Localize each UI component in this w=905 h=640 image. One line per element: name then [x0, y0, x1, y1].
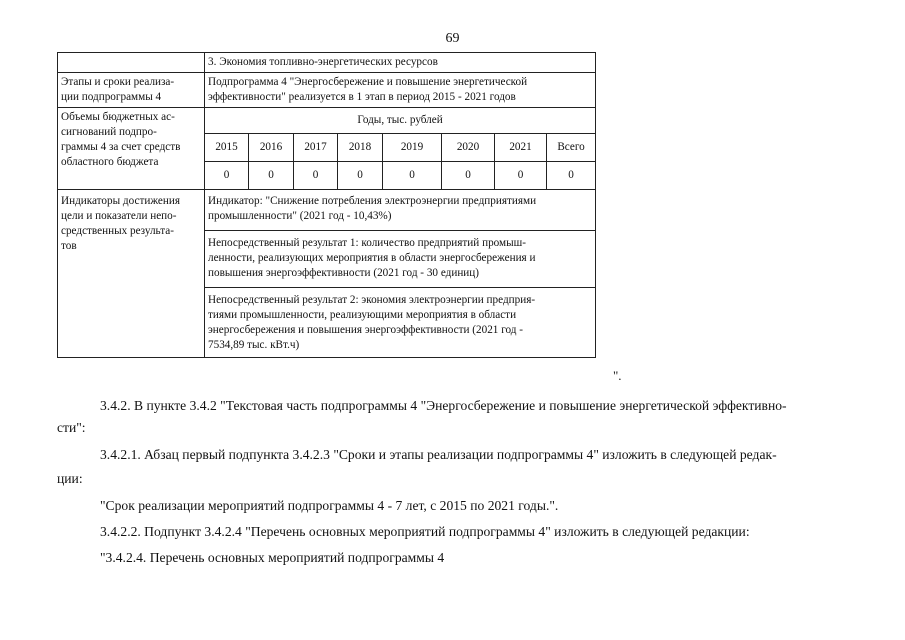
- indicators-label-line: Индикаторы достижения: [61, 195, 181, 207]
- value-cell: 0: [294, 162, 338, 190]
- budget-label: [58, 108, 205, 190]
- indicators-label-line: тов: [61, 240, 77, 252]
- budget-header: Годы, тыс. рублей: [205, 108, 596, 134]
- result-2-line: тиями промышленности, реализующими мероприятия в области: [208, 309, 517, 321]
- budget-header-row: [58, 108, 596, 134]
- result-1-line: ленности, реализующих мероприятия в области энергосбережения и: [208, 252, 536, 264]
- year-cell: 2021: [495, 134, 547, 162]
- closing-quote: ".: [613, 368, 622, 383]
- year-cell: 2019: [383, 134, 442, 162]
- indicator-cell: [205, 190, 596, 231]
- budget-label-line: граммы 4 за счет средств: [61, 141, 181, 153]
- stages-value: [205, 73, 596, 108]
- section-title: 3. Экономия топливно-энергетических ресурсов: [205, 53, 596, 73]
- value-cell: 0: [205, 162, 249, 190]
- indicators-label-line: средственных результа-: [61, 225, 174, 237]
- paragraph-3-4-2-4-heading: "3.4.2.4. Перечень основных мероприятий подпрограммы 4: [100, 550, 445, 565]
- section-empty-cell: [58, 53, 205, 73]
- indicators-label: [58, 190, 205, 358]
- year-cell: 2018: [338, 134, 383, 162]
- result-2-line: 7534,89 тыс. кВт.ч): [208, 339, 300, 351]
- value-cell: 0: [442, 162, 495, 190]
- stages-value-line: эффективности" реализуется в 1 этап в период 2015 - 2021 годов: [208, 91, 516, 103]
- value-cell: 0: [495, 162, 547, 190]
- stages-label-line: ции подпрограммы 4: [61, 91, 162, 103]
- indicator-line: Индикатор: "Снижение потребления электроэнергии предприятиями: [208, 195, 537, 207]
- result-2-line: Непосредственный результат 2: экономия электроэнергии предприя-: [208, 294, 536, 306]
- result-1-line: Непосредственный результат 1: количество предприятий промыш-: [208, 237, 526, 249]
- result-2-line: энергосбережения и повышения энергоэффективности (2021 год -: [208, 324, 523, 336]
- budget-label-line-text: сигнований подпро-: [61, 126, 157, 138]
- value-cell: 0: [249, 162, 294, 190]
- paragraph-3-4-2-1: 3.4.2.1. Абзац первый подпункта 3.4.2.3 "Сроки и этапы реализации подпрограммы 4" изложить в следующей редак-: [100, 447, 777, 462]
- year-cell: 2015: [205, 134, 249, 162]
- result-1-line: повышения энергоэффективности (2021 год - 30 единиц): [208, 267, 480, 279]
- indicator-row-1: [58, 190, 596, 231]
- value-cell: 0: [338, 162, 383, 190]
- year-cell: 2020: [442, 134, 495, 162]
- budget-label-line: Объемы бюджетных ас-: [61, 111, 175, 123]
- paragraph-3-4-2: 3.4.2. В пункте 3.4.2 "Текстовая часть подпрограммы 4 "Энергосбережение и повышение энергетической эффективно-: [100, 398, 787, 413]
- total-value-cell: 0: [547, 162, 596, 190]
- indicators-label-line: цели и показатели непо-: [61, 210, 177, 222]
- stages-label-line: Этапы и сроки реализа-: [61, 76, 175, 88]
- stages-label: [58, 73, 205, 108]
- paragraph-3-4-2-cont: сти":: [57, 420, 86, 435]
- paragraph-term-quote: "Срок реализации мероприятий подпрограммы 4 - 7 лет, с 2015 по 2021 годы.".: [100, 498, 559, 513]
- budget-label-line: [61, 125, 201, 140]
- year-cell: 2017: [294, 134, 338, 162]
- paragraph-3-4-2-2: 3.4.2.2. Подпункт 3.4.2.4 "Перечень основных мероприятий подпрограммы 4" изложить в следующей редакции:: [100, 524, 750, 539]
- section-row: [58, 53, 596, 73]
- value-cell: 0: [383, 162, 442, 190]
- stages-row: [58, 73, 596, 108]
- total-header-cell: Всего: [547, 134, 596, 162]
- paragraph-3-4-2-1-cont: ции:: [57, 471, 83, 486]
- year-cell: 2016: [249, 134, 294, 162]
- budget-label-line: областного бюджета: [61, 156, 159, 168]
- subprogram-passport-table: [57, 52, 596, 358]
- page-number: 69: [445, 31, 460, 46]
- result-2-cell: [205, 288, 596, 358]
- result-1-cell: [205, 231, 596, 288]
- stages-value-line: Подпрограмма 4 "Энергосбережение и повышение энергетической: [208, 76, 528, 88]
- indicator-line: промышленности" (2021 год - 10,43%): [208, 210, 392, 222]
